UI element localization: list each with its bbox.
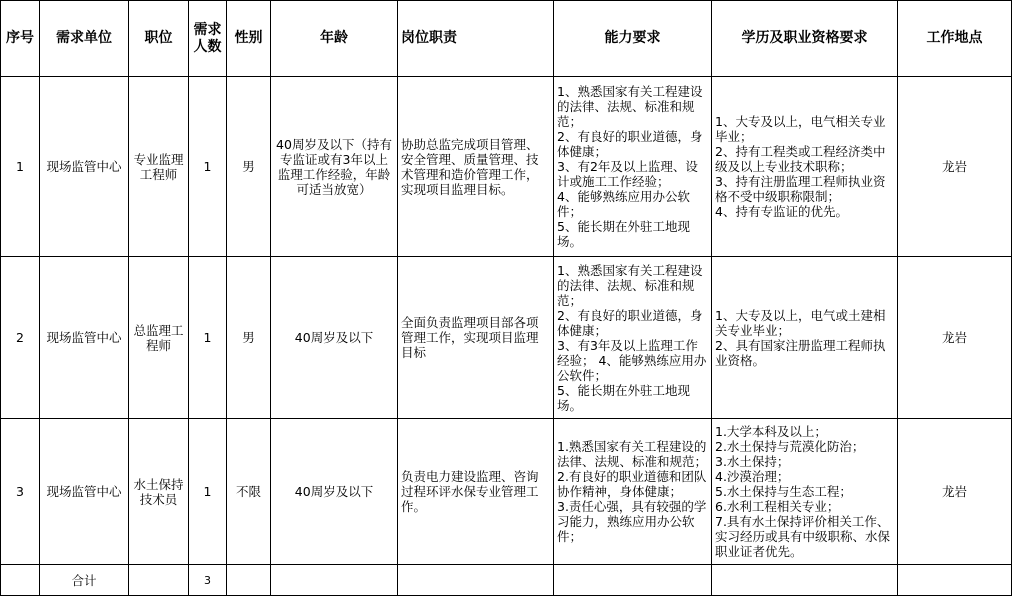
row-age: 40周岁及以下 [271, 257, 398, 419]
row-position: 专业监理工程师 [129, 77, 189, 257]
row-location: 龙岩 [898, 419, 1012, 565]
row-duty: 协助总监完成项目管理、安全管理、质量管理、技术管理和造价管理工作，实现项目监理目标。 [398, 77, 554, 257]
row-location: 龙岩 [898, 77, 1012, 257]
total-empty-cell [271, 565, 398, 596]
total-empty-cell [712, 565, 898, 596]
row-ability: 1.熟悉国家有关工程建设的法律、法规、标准和规范； 2.有良好的职业道德和团队协作精神，身体健康； 3.责任心强，具有较强的学习能力，熟练应用办公软件； [554, 419, 712, 565]
header-ability: 能力要求 [554, 1, 712, 77]
row-position: 水土保持技术员 [129, 419, 189, 565]
row-ability: 1、熟悉国家有关工程建设的法律、法规、标准和规范； 2、有良好的职业道德，身体健康； 3、有2年及以上监理、设计或施工工作经验； 4、能够熟练应用办公软件； 5、能长期在外驻工地现场。 [554, 77, 712, 257]
table-row [1, 419, 1012, 565]
row-seq: 1 [1, 77, 40, 257]
row-duty: 负责电力建设监理、咨询过程环评水保专业管理工作。 [398, 419, 554, 565]
total-row [1, 565, 1012, 596]
total-label: 合计 [40, 565, 129, 596]
total-empty-cell [129, 565, 189, 596]
row-location: 龙岩 [898, 257, 1012, 419]
row-education: 1、大专及以上，电气相关专业毕业； 2、持有工程类或工程经济类中级及以上专业技术职称； 3、持有注册监理工程师执业资格不受中级职称限制； 4、持有专监证的优先。 [712, 77, 898, 257]
header-row [1, 1, 1012, 77]
row-unit: 现场监管中心 [40, 419, 129, 565]
row-age: 40周岁及以下 [271, 419, 398, 565]
header-gender: 性别 [227, 1, 271, 77]
header-seq: 序号 [1, 1, 40, 77]
row-education: 1、大专及以上，电气或土建相关专业毕业； 2、具有国家注册监理工程师执业资格。 [712, 257, 898, 419]
row-duty: 全面负责监理项目部各项管理工作，实现项目监理目标 [398, 257, 554, 419]
header-duty: 岗位职责 [398, 1, 554, 77]
total-empty-cell [1, 565, 40, 596]
row-age: 40周岁及以下（持有专监证或有3年以上监理工作经验，年龄可适当放宽） [271, 77, 398, 257]
row-position: 总监理工程师 [129, 257, 189, 419]
header-education: 学历及职业资格要求 [712, 1, 898, 77]
header-unit: 需求单位 [40, 1, 129, 77]
row-count: 1 [189, 419, 227, 565]
row-unit: 现场监管中心 [40, 257, 129, 419]
row-seq: 3 [1, 419, 40, 565]
total-empty-cell [898, 565, 1012, 596]
header-location: 工作地点 [898, 1, 1012, 77]
row-count: 1 [189, 257, 227, 419]
header-position: 职位 [129, 1, 189, 77]
total-empty-cell [554, 565, 712, 596]
table-row [1, 77, 1012, 257]
row-count: 1 [189, 77, 227, 257]
row-gender: 不限 [227, 419, 271, 565]
total-count: 3 [189, 565, 227, 596]
row-gender: 男 [227, 77, 271, 257]
row-unit: 现场监管中心 [40, 77, 129, 257]
total-empty-cell [227, 565, 271, 596]
total-empty-cell [398, 565, 554, 596]
header-age: 年龄 [271, 1, 398, 77]
row-seq: 2 [1, 257, 40, 419]
row-gender: 男 [227, 257, 271, 419]
row-education: 1.大学本科及以上； 2.水土保持与荒漠化防治； 3.水土保持； 4.沙漠治理； 5.水土保持与生态工程； 6.水利工程相关专业； 7.具有水土保持评价相关工作、实习经历或具有中级职称、水保职业证者优先。 [712, 419, 898, 565]
table-row [1, 257, 1012, 419]
header-count: 需求人数 [189, 1, 227, 77]
row-ability: 1、熟悉国家有关工程建设的法律、法规、标准和规范； 2、有良好的职业道德，身体健康； 3、有3年及以上监理工作经验； 4、能够熟练应用办公软件； 5、能长期在外驻工地现场。 [554, 257, 712, 419]
